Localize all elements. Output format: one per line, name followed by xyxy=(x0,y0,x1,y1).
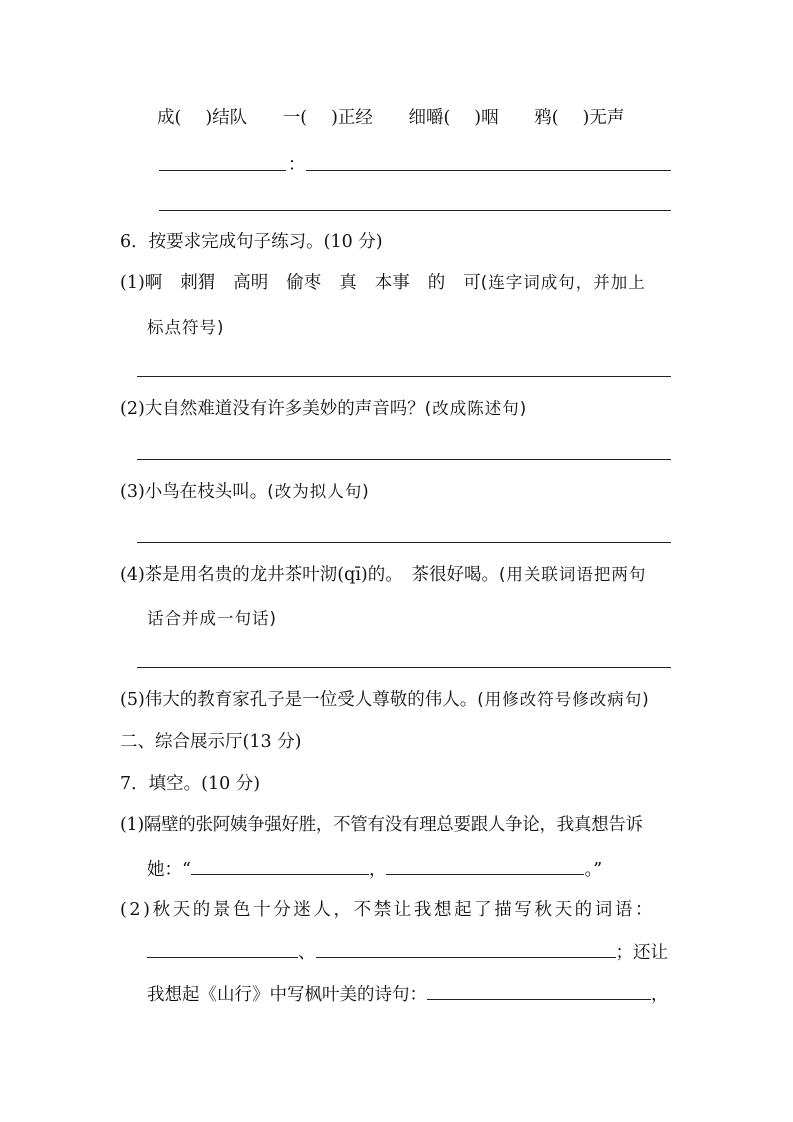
q7-s1-blank-1[interactable] xyxy=(191,857,369,875)
q6-s1-instruction-cont: 标点符号) xyxy=(147,318,225,337)
q6-s4-instruction-cont: 话合并成一句话) xyxy=(147,609,277,628)
q7-s2-blank-1[interactable] xyxy=(147,940,298,958)
q6-s4-text: (4)茶是用名贵的龙井茶叶沏(qī)的。 茶很好喝。 xyxy=(120,565,499,585)
q6-s1-word-4: 偷枣 xyxy=(286,273,322,293)
q5-word-4-after: )无声 xyxy=(582,108,625,128)
q5-answer-line-2[interactable] xyxy=(159,210,671,211)
q5-answer-blank-short[interactable] xyxy=(159,170,286,171)
q7-s1-prefix: 她：“ xyxy=(147,860,191,880)
q7-s1-line-2 xyxy=(147,857,602,882)
q7-s2-line-3 xyxy=(147,982,669,1007)
q7-s1-blank-2[interactable] xyxy=(386,857,584,875)
q7-s2-line-2 xyxy=(147,940,668,965)
q6-s3-answer-line[interactable] xyxy=(137,542,671,543)
q7-s2-semi: ；还让 xyxy=(615,943,668,963)
q6-s4-instruction: (用关联词语把两句 xyxy=(499,565,647,584)
q7-s1-end: 。” xyxy=(584,860,603,880)
q5-word-1-before: 成( xyxy=(157,108,182,128)
q5-word-2-before: 一( xyxy=(282,108,308,128)
q6-title: 6．按要求完成句子练习。(10 分) xyxy=(120,232,383,252)
q6-s1-answer-line[interactable] xyxy=(137,376,671,377)
q6-s1-line xyxy=(120,271,646,295)
q6-s3-text: (3)小鸟在枝头叫。 xyxy=(120,482,268,502)
q5-word-2-after: )正经 xyxy=(331,108,373,128)
q5-answer-blank-long[interactable] xyxy=(306,170,671,171)
q6-s4-line xyxy=(120,563,646,587)
q5-words-row xyxy=(157,106,624,130)
q6-s3-line xyxy=(120,480,370,504)
q5-word-4-before: 鸦( xyxy=(534,108,559,128)
q7-s1-comma: ， xyxy=(368,860,387,880)
q5-word-3-before: 细嚼( xyxy=(408,108,451,128)
q6-s5-line xyxy=(120,688,650,712)
q6-s1-instruction: (连字词成句，并加上 xyxy=(480,273,646,292)
q6-s1-word-7: 的 xyxy=(427,273,446,293)
q7-s2-line-3-text: 我想起《山行》中写枫叶美的诗句： xyxy=(147,985,427,1005)
q7-s1-line-1: (1)隔壁的张阿姨争强好胜，不管有没有理总要跟人争论，我真想告诉 xyxy=(120,815,643,835)
q6-s1-num: (1) xyxy=(120,273,145,293)
q7-s2-line-1: (2)秋天的景色十分迷人，不禁让我想起了描写秋天的词语： xyxy=(120,900,656,920)
q6-s2-text: (2)大自然难道没有许多美妙的声音吗？ xyxy=(120,399,425,419)
q7-title: 7．填空。(10 分) xyxy=(120,774,261,794)
q6-s2-answer-line[interactable] xyxy=(137,459,671,460)
q7-s2-blank-2[interactable] xyxy=(316,940,616,958)
q6-s1-word-3: 高明 xyxy=(233,273,269,293)
q6-s2-instruction: (改成陈述句) xyxy=(424,399,528,418)
q6-s1-word-8: 可 xyxy=(463,273,481,293)
q6-s3-instruction: (改为拟人句) xyxy=(267,482,370,501)
q7-s2-end: ， xyxy=(651,985,669,1005)
q6-s2-line xyxy=(120,397,527,421)
q5-word-3-after: )咽 xyxy=(474,108,499,128)
q6-s1-word-5: 真 xyxy=(339,273,357,293)
q6-s5-text: (5)伟大的教育家孔子是一位受人尊敬的伟人。 xyxy=(120,690,478,710)
q6-s4-answer-line[interactable] xyxy=(137,667,671,668)
q7-s2-sep: 、 xyxy=(298,943,316,963)
q6-s1-word-2: 刺猬 xyxy=(180,273,216,293)
q5-colon: ： xyxy=(288,155,306,175)
q6-s5-instruction: (用修改符号修改病句) xyxy=(477,690,650,709)
q6-s1-word-6: 本事 xyxy=(374,273,410,293)
q7-s2-blank-3[interactable] xyxy=(427,982,651,1000)
q5-word-1-after: )结队 xyxy=(205,108,248,128)
q6-s1-word-1: 啊 xyxy=(144,273,163,293)
section-2-title: 二、综合展示厅(13 分) xyxy=(120,732,302,752)
